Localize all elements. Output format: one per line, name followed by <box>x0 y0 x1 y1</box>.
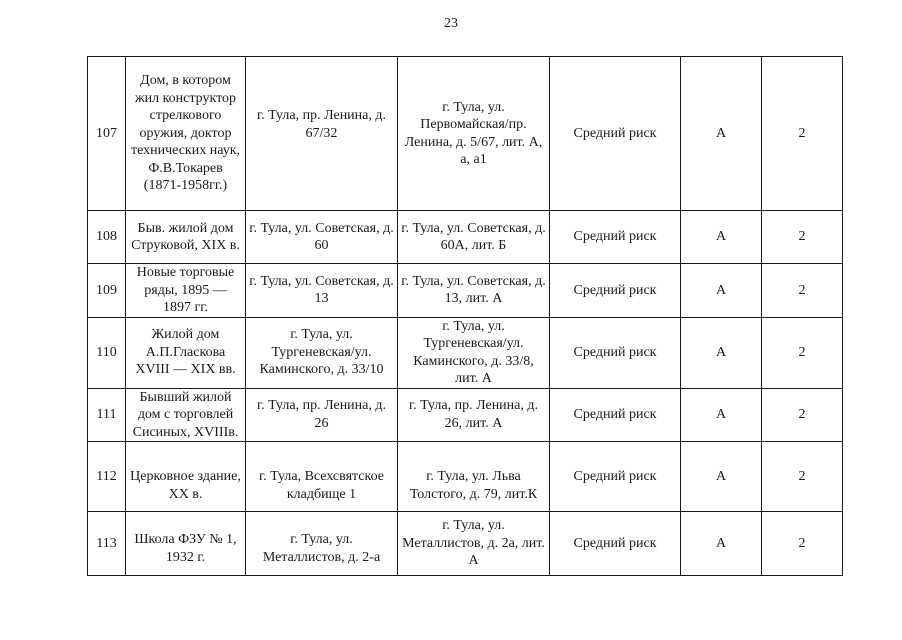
object-address: г. Тула, пр. Ленина, д. 26 <box>246 388 398 442</box>
object-name: Новые торговые ряды, 1895 — 1897 гг. <box>126 264 246 318</box>
object-name: Школа ФЗУ № 1, 1932 г. <box>126 512 246 576</box>
page-number: 23 <box>444 16 458 31</box>
table-row <box>88 512 843 576</box>
risk-level: Средний риск <box>550 211 681 264</box>
category: А <box>681 57 762 211</box>
object-name: Дом, в котором жил конструктор стрелкового оружия, доктор технических наук, Ф.В.Токарев (1871-1958гг.) <box>126 57 246 211</box>
row-number: 109 <box>88 264 126 318</box>
object-site: г. Тула, ул. Советская, д. 60А, лит. Б <box>398 211 550 264</box>
value: 2 <box>762 442 843 512</box>
object-address: г. Тула, ул. Советская, д. 60 <box>246 211 398 264</box>
risk-level: Средний риск <box>550 57 681 211</box>
category: А <box>681 264 762 318</box>
object-name: Бывший жилой дом с торговлей Сисиных, XVIIIв. <box>126 388 246 442</box>
object-site: г. Тула, ул. Первомайская/пр. Ленина, д. 5/67, лит. А, а, а1 <box>398 57 550 211</box>
table-row <box>88 211 843 264</box>
object-site: г. Тула, пр. Ленина, д. 26, лит. А <box>398 388 550 442</box>
category: А <box>681 388 762 442</box>
row-number: 107 <box>88 57 126 211</box>
heritage-objects-table <box>87 56 843 576</box>
category: А <box>681 512 762 576</box>
value: 2 <box>762 512 843 576</box>
object-site: г. Тула, ул. Металлистов, д. 2а, лит. А <box>398 512 550 576</box>
table-row <box>88 57 843 211</box>
object-address: г. Тула, ул. Тургеневская/ул. Каминского, д. 33/10 <box>246 317 398 388</box>
table-row <box>88 388 843 442</box>
category: А <box>681 211 762 264</box>
object-address: г. Тула, ул. Советская, д. 13 <box>246 264 398 318</box>
object-address: г. Тула, пр. Ленина, д. 67/32 <box>246 57 398 211</box>
value: 2 <box>762 317 843 388</box>
object-name: Церковное здание, XX в. <box>126 442 246 512</box>
object-address: г. Тула, Всехсвятское кладбище 1 <box>246 442 398 512</box>
category: А <box>681 442 762 512</box>
value: 2 <box>762 388 843 442</box>
object-name: Жилой дом А.П.Гласкова XVIII — XIX вв. <box>126 317 246 388</box>
row-number: 110 <box>88 317 126 388</box>
row-number: 108 <box>88 211 126 264</box>
risk-level: Средний риск <box>550 388 681 442</box>
category: А <box>681 317 762 388</box>
object-name: Быв. жилой дом Струковой, XIX в. <box>126 211 246 264</box>
object-address: г. Тула, ул. Металлистов, д. 2-а <box>246 512 398 576</box>
row-number: 113 <box>88 512 126 576</box>
row-number: 111 <box>88 388 126 442</box>
row-number: 112 <box>88 442 126 512</box>
object-site: г. Тула, ул. Советская, д. 13, лит. А <box>398 264 550 318</box>
table-row <box>88 317 843 388</box>
risk-level: Средний риск <box>550 442 681 512</box>
value: 2 <box>762 264 843 318</box>
risk-level: Средний риск <box>550 317 681 388</box>
table-row <box>88 442 843 512</box>
value: 2 <box>762 57 843 211</box>
value: 2 <box>762 211 843 264</box>
object-site: г. Тула, ул. Льва Толстого, д. 79, лит.К <box>398 442 550 512</box>
risk-level: Средний риск <box>550 264 681 318</box>
table-row <box>88 264 843 318</box>
risk-level: Средний риск <box>550 512 681 576</box>
object-site: г. Тула, ул. Тургеневская/ул. Каминского, д. 33/8, лит. А <box>398 317 550 388</box>
